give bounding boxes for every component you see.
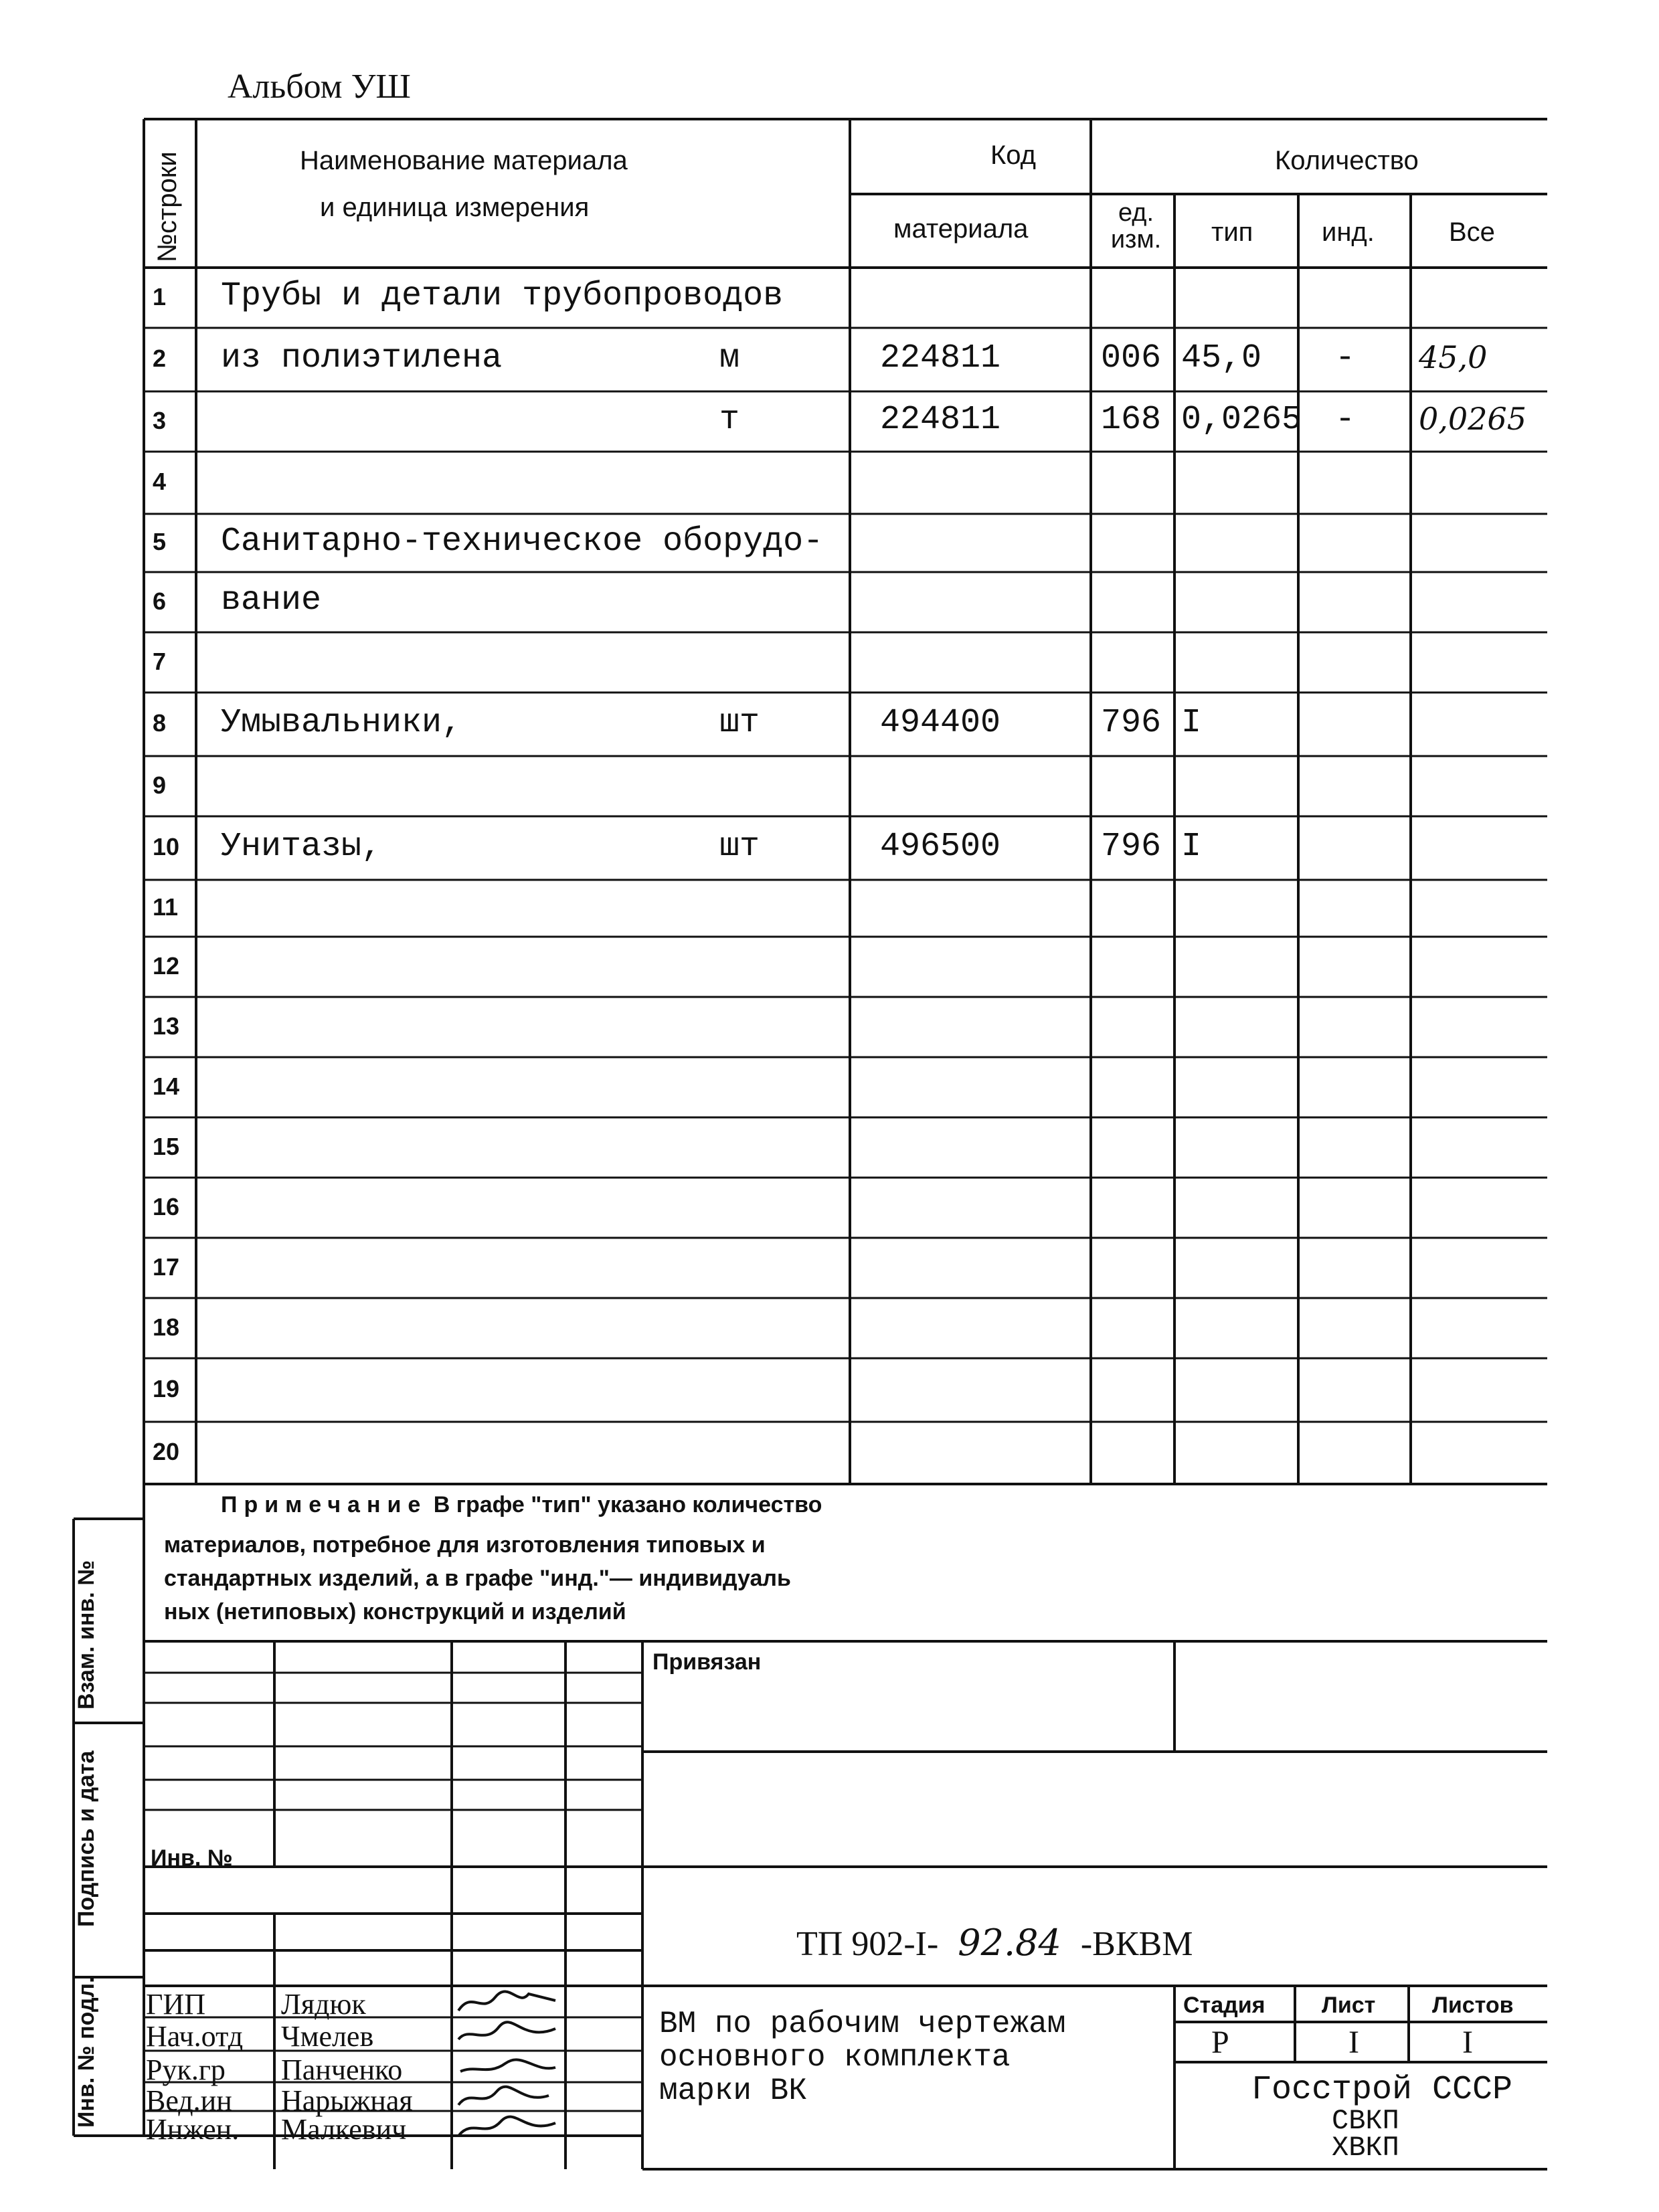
note-line-4: ных (нетиповых) конструкций и изделий: [164, 1599, 626, 1625]
signature-name: Панченко: [281, 2053, 403, 2086]
cell-unit: шт: [719, 704, 760, 742]
cell-all: 45,0: [1419, 339, 1488, 375]
cell-no: 11: [153, 893, 179, 921]
cell-no: 19: [153, 1375, 180, 1402]
note-line-1: [221, 1492, 822, 1518]
stage-label: Стадия: [1183, 1993, 1265, 2018]
cell-type: 0,0265: [1181, 401, 1302, 439]
title-line-3: марки ВК: [659, 2073, 807, 2108]
note-text-1: В графе "тип" указано количество: [433, 1492, 822, 1517]
header-code-unit: ед. изм.: [1110, 199, 1162, 254]
cell-no: 4: [153, 468, 167, 495]
cell-unit-code: 006: [1101, 339, 1162, 377]
cell-no: 8: [153, 709, 167, 737]
cell-name: Умывальники,: [221, 704, 462, 742]
cell-name: вание: [221, 581, 322, 620]
side-signature-date: Подпись и дата: [74, 1750, 99, 1927]
cell-no: 16: [153, 1193, 180, 1220]
cell-name: Санитарно-техническое оборудо-: [221, 523, 824, 561]
cell-no: 12: [153, 952, 180, 980]
cell-no: 3: [153, 407, 167, 434]
header-row-number: №строки: [153, 151, 182, 262]
cell-no: 18: [153, 1313, 180, 1341]
org-svkp: СВКП: [1332, 2105, 1399, 2137]
signature-name: Чмелев: [281, 2020, 374, 2053]
cell-name: Трубы и детали трубопроводов: [221, 277, 784, 315]
handwritten-signature: [455, 1987, 562, 2017]
signature-role: ГИП: [146, 1988, 205, 2021]
cell-code: 224811: [880, 401, 1001, 439]
header-code: Код: [990, 141, 1037, 170]
side-inv-podl: Инв. № подл.: [74, 1976, 99, 2128]
cell-code: 496500: [880, 828, 1001, 866]
cell-all: 0,0265: [1419, 401, 1526, 437]
document-title: [659, 2007, 1065, 2108]
stage-value: Р: [1211, 2025, 1229, 2060]
cell-type: 45,0: [1181, 339, 1262, 377]
signature-name: Нарыжная: [281, 2084, 413, 2117]
album-label: Альбом УШ: [228, 68, 411, 106]
inv-no-label: Инв. №: [151, 1845, 233, 1871]
header-code-material: материала: [893, 214, 1029, 244]
cell-code: 224811: [880, 339, 1001, 377]
designation-prefix: ТП 902-I-: [796, 1925, 939, 1963]
sheets-value: I: [1462, 2025, 1473, 2060]
sheet-value: I: [1348, 2025, 1359, 2060]
cell-no: 13: [153, 1012, 180, 1040]
handwritten-signature: [455, 2019, 562, 2049]
cell-no: 20: [153, 1438, 180, 1465]
header-qty-all: Все: [1449, 217, 1495, 247]
cell-ind: -: [1335, 339, 1356, 377]
note-line-2: материалов, потребное для изготовления типовых и: [164, 1532, 766, 1558]
cell-no: 17: [153, 1253, 180, 1281]
header-qty-ind: инд.: [1322, 217, 1375, 247]
cell-unit: т: [719, 401, 740, 439]
signature-role: Вед.ин: [146, 2084, 232, 2117]
note-line-3: стандартных изделий, а в графе "инд."— индивидуаль: [164, 1566, 791, 1591]
cell-no: 14: [153, 1073, 180, 1100]
cell-no: 9: [153, 771, 167, 799]
cell-no: 1: [153, 283, 167, 310]
note-heading: Примечание: [221, 1492, 428, 1517]
title-line-1: ВМ по рабочим чертежам: [659, 2007, 1066, 2041]
signature-role: Инжен.: [146, 2113, 240, 2146]
sheet-label: Лист: [1322, 1993, 1376, 2018]
cell-unit-code: 168: [1101, 401, 1162, 439]
designation-suffix: -ВКВМ: [1080, 1925, 1193, 1963]
handwritten-signature: [455, 2084, 562, 2113]
cell-code: 494400: [880, 704, 1001, 742]
signature-name: Лядюк: [281, 1988, 366, 2021]
side-vzam-inv: Взам. инв. №: [74, 1560, 99, 1710]
header-quantity: Количество: [1275, 146, 1419, 175]
cell-no: 6: [153, 587, 167, 615]
header-name-line2: и единица измерения: [320, 193, 590, 222]
cell-no: 7: [153, 648, 167, 675]
cell-unit-code: 796: [1101, 704, 1162, 742]
cell-no: 15: [153, 1133, 180, 1160]
cell-name: Унитазы,: [221, 828, 382, 866]
cell-no: 10: [153, 833, 180, 860]
title-line-2: основного комплекта: [659, 2040, 1011, 2075]
signature-role: Нач.отд: [146, 2020, 244, 2053]
cell-unit: шт: [719, 828, 760, 866]
org-gosstroy: Госстрой СССР: [1251, 2071, 1513, 2109]
cell-type: I: [1181, 704, 1202, 742]
cell-type: I: [1181, 828, 1202, 866]
signature-name: Малкевич: [281, 2113, 407, 2146]
designation-number: 92.84: [958, 1922, 1061, 1964]
handwritten-signature: [455, 2053, 562, 2082]
handwritten-signature: [455, 2112, 562, 2142]
header-qty-type: тип: [1211, 217, 1253, 247]
designation: [796, 1922, 1193, 1964]
cell-unit-code: 796: [1101, 828, 1162, 866]
privyazan-label: Привязан: [652, 1649, 762, 1675]
header-name-line1: Наименование материала: [300, 146, 628, 175]
cell-unit: м: [719, 339, 740, 377]
signature-role: Рук.гр: [146, 2053, 226, 2086]
cell-no: 2: [153, 345, 167, 372]
cell-ind: -: [1335, 401, 1356, 439]
org-hvkp: ХВКП: [1332, 2132, 1399, 2164]
cell-name: из полиэтилена: [221, 339, 503, 377]
cell-no: 5: [153, 528, 167, 555]
sheets-label: Листов: [1432, 1993, 1514, 2018]
